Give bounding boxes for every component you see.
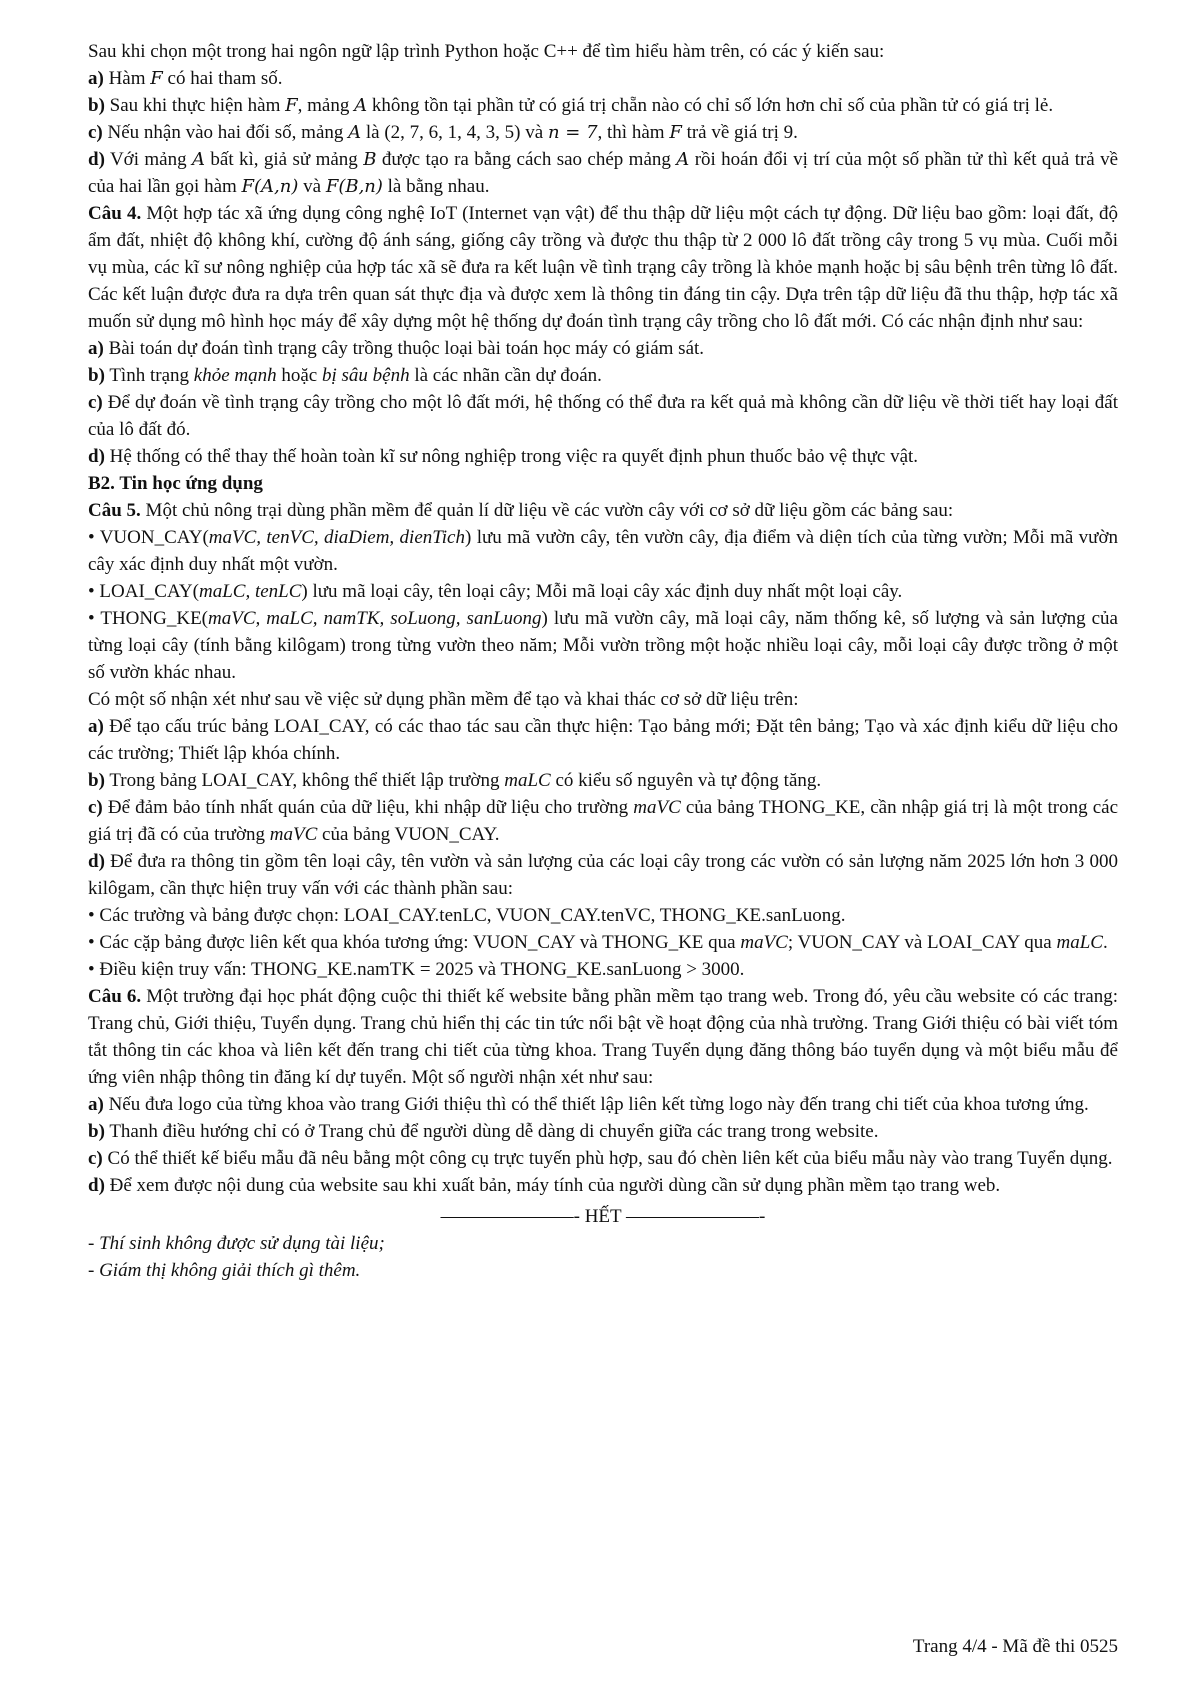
q3-option-b — [88, 92, 1118, 119]
intro-text: Sau khi chọn một trong hai ngôn ngữ lập trình Python hoặc C++ để tìm hiểu hàm trên, có các ý kiến sau: — [88, 41, 885, 62]
table-fields: maVC, tenVC, diaDiem, dienTich — [208, 527, 465, 548]
text: và — [303, 176, 322, 197]
option-label: a) — [88, 1094, 104, 1115]
question-text: Một chủ nông trại dùng phần mềm để quản lí dữ liệu về các vườn cây với cơ sở dữ liệu gồm các bảng sau: — [145, 500, 954, 521]
text: . — [1102, 932, 1108, 953]
text: Để đưa ra thông tin gồm tên loại cây, tên vườn và sản lượng của các loại cây trong các vườn có sản lượng năm 2025 lớn hơn 3 000 kilôgam, cần thực hiện truy vấn với các thành phần sau: — [88, 851, 1119, 899]
option-label: b) — [88, 95, 105, 116]
end-mark: ———————- HẾT ———————- — [440, 1206, 766, 1227]
text: Nếu nhận vào hai đối số, mảng — [107, 122, 344, 143]
question-title: Câu 5. — [88, 500, 141, 521]
table-name: LOAI_CAY( — [99, 581, 199, 602]
table-desc: ) lưu mã vườn cây, mã loại cây, năm thống kê, số lượng và sản lượng của từng loại cây (tính bằng kilôgam) trong từng vườn theo năm; Mỗi vườn trồng một hoặc nhiều loại cây, mỗi loại cây được trồng ở một số vườn khác nhau. — [88, 608, 1118, 683]
q5-d-bullet-condition — [88, 956, 1118, 983]
q6-option-c — [88, 1145, 1118, 1172]
math-var: F — [669, 122, 682, 143]
q4-option-b — [88, 362, 1118, 389]
text: Các cặp bảng được liên kết qua khóa tương ứng: VUON_CAY và THONG_KE qua — [99, 932, 736, 953]
text: có kiểu số nguyên và tự động tăng. — [555, 770, 822, 791]
text: , thì hàm — [597, 122, 665, 143]
table-desc: ) lưu mã loại cây, tên loại cây; Mỗi mã loại cây xác định duy nhất một loại cây. — [301, 581, 903, 602]
section-heading: B2. Tin học ứng dụng — [88, 473, 263, 494]
table-name: VUON_CAY( — [99, 527, 209, 548]
text: Với mảng — [109, 149, 187, 170]
text: của bảng VUON_CAY. — [322, 824, 500, 845]
text: có hai tham số. — [167, 68, 283, 89]
emphasis: maVC — [633, 797, 681, 818]
text: là các nhãn cần dự đoán. — [414, 365, 602, 386]
option-label: b) — [88, 1121, 105, 1142]
math-var: A — [192, 149, 205, 170]
text: Nếu đưa logo của từng khoa vào trang Giới thiệu thì có thể thiết lập liên kết từng logo này đến trang chi tiết của khoa tương ứng. — [108, 1094, 1089, 1115]
math-call: F(A,n) — [241, 176, 299, 197]
q4-stem — [88, 200, 1118, 335]
text: là bằng nhau. — [387, 176, 490, 197]
question-title: Câu 4. — [88, 203, 142, 224]
text: Tình trạng — [109, 365, 190, 386]
note-line: - Thí sinh không được sử dụng tài liệu; — [88, 1233, 385, 1254]
text: Để dự đoán về tình trạng cây trồng cho một lô đất mới, hệ thống có thể đưa ra kết quả mà không cần dữ liệu về thời tiết hay loại đất của lô đất đó. — [88, 392, 1119, 440]
text: , mảng — [297, 95, 350, 116]
option-label: c) — [88, 122, 103, 143]
text: trả về giá trị 9. — [686, 122, 798, 143]
table-name: THONG_KE( — [100, 608, 209, 629]
option-label: c) — [88, 797, 103, 818]
option-label: d) — [88, 1175, 105, 1196]
emphasis: maVC — [740, 932, 788, 953]
text: được tạo ra bằng cách sao chép mảng — [381, 149, 671, 170]
q4-option-a — [88, 335, 1118, 362]
q6-stem — [88, 983, 1118, 1091]
math-var: B — [363, 149, 377, 170]
emphasis: khỏe mạnh — [193, 365, 277, 386]
option-label: b) — [88, 770, 105, 791]
q5-table-loai-cay — [88, 578, 1118, 605]
text: của bảng THONG_KE, cần nhập giá trị là một trong các giá trị đã có của trường — [88, 797, 1119, 845]
text: Để xem được nội dung của website sau khi xuất bản, máy tính của người dùng cần sử dụng phần mềm tạo trang web. — [109, 1175, 1001, 1196]
text: không tồn tại phần tử có giá trị chẵn nào có chỉ số lớn hơn chỉ số của phần tử có giá trị lẻ. — [371, 95, 1054, 116]
text: Để tạo cấu trúc bảng LOAI_CAY, có các thao tác sau cần thực hiện: Tạo bảng mới; Đặt tên bảng; Tạo và xác định kiểu dữ liệu cho các trường; Thiết lập khóa chính. — [88, 716, 1118, 764]
emphasis: maVC — [269, 824, 318, 845]
math-var: F — [150, 68, 163, 89]
option-label: d) — [88, 851, 105, 872]
q5-option-b — [88, 767, 1118, 794]
bullet: • — [88, 959, 95, 980]
option-label: b) — [88, 365, 105, 386]
text: ; VUON_CAY và LOAI_CAY qua — [787, 932, 1052, 953]
bullet: • — [88, 527, 95, 548]
math-var: A — [354, 95, 368, 116]
emphasis: bị sâu bệnh — [321, 365, 410, 386]
emphasis: maLC — [504, 770, 551, 791]
option-label: a) — [88, 338, 104, 359]
question-text: Một hợp tác xã ứng dụng công nghệ IoT (Internet vạn vật) để thu thập dữ liệu một cách tự động. Dữ liệu bao gồm: loại đất, độ ẩm đất, nhiệt độ không khí, cường độ ánh sáng, giống cây trồng và được thu thập từ 2 000 lô đất trồng cây trong 5 vụ mùa. Cuối mỗi vụ mùa, các kĩ sư nông nghiệp của hợp tác xã sẽ đưa ra kết luận về tình trạng cây trồng là khỏe mạnh hoặc bị sâu bệnh trên từng lô đất. Các kết luận được đưa ra dựa trên quan sát thực địa và được xem là thông tin đáng tin cậy. Dựa trên tập dữ liệu đã thu thập, hợp tác xã muốn sử dụng mô hình học máy để xây dựng một hệ thống dự đoán tình trạng cây trồng cho lô đất mới. Có các nhận định như sau: — [88, 203, 1119, 332]
text: hoặc — [281, 365, 318, 386]
table-fields: maLC, tenLC — [198, 581, 302, 602]
q5-table-vuon-cay — [88, 524, 1118, 578]
bullet: • — [88, 932, 95, 953]
bullet: • — [88, 581, 95, 602]
question-title: Câu 6. — [88, 986, 142, 1007]
page-footer: Trang 4/4 - Mã đề thi 0525 — [912, 1636, 1118, 1657]
text: Điều kiện truy vấn: THONG_KE.namTK = 2025 và THONG_KE.sanLuong > 3000. — [99, 959, 745, 980]
table-desc: ) lưu mã vườn cây, tên vườn cây, địa điểm và diện tích của từng vườn; Mỗi mã vườn cây xác định duy nhất một vườn. — [88, 527, 1118, 575]
table-fields: maVC, maLC, namTK, soLuong, sanLuong — [208, 608, 542, 629]
text: Thanh điều hướng chỉ có ở Trang chủ để người dùng dễ dàng di chuyển giữa các trang trong website. — [109, 1121, 879, 1142]
option-label: c) — [88, 1148, 103, 1169]
q5-stem — [88, 497, 1118, 524]
emphasis: maLC — [1056, 932, 1103, 953]
option-label: a) — [88, 716, 104, 737]
q6-option-a — [88, 1091, 1118, 1118]
exam-page — [88, 38, 1118, 1284]
q5-d-bullet-joins — [88, 929, 1118, 956]
q6-option-d — [88, 1172, 1118, 1199]
bullet: • — [88, 608, 95, 629]
q5-d-bullet-fields — [88, 902, 1118, 929]
option-label: d) — [88, 446, 105, 467]
text: Hệ thống có thể thay thế hoàn toàn kĩ sư nông nghiệp trong việc ra quyết định phun thuốc bảo vệ thực vật. — [109, 446, 919, 467]
q5-lead: Có một số nhận xét như sau về việc sử dụng phần mềm để tạo và khai thác cơ sở dữ liệu trên: — [88, 689, 799, 710]
q3-option-c — [88, 119, 1118, 146]
math-eq: n = 7 — [547, 122, 598, 143]
math-var: A — [348, 122, 362, 143]
q5-option-d — [88, 848, 1118, 902]
text: Sau khi thực hiện hàm — [109, 95, 281, 116]
text: Trong bảng LOAI_CAY, không thể thiết lập trường — [109, 770, 500, 791]
note-line: - Giám thị không giải thích gì thêm. — [88, 1260, 361, 1281]
option-label: a) — [88, 68, 104, 89]
q5-option-a — [88, 713, 1118, 767]
text: bất kì, giả sử mảng — [210, 149, 358, 170]
text: Các trường và bảng được chọn: LOAI_CAY.tenLC, VUON_CAY.tenVC, THONG_KE.sanLuong. — [99, 905, 846, 926]
text: rồi hoán đổi vị trí của một số phần tử thì kết quả trả về của hai lần gọi hàm — [88, 149, 1119, 197]
math-var: F — [285, 95, 298, 116]
q4-option-d — [88, 443, 1118, 470]
bullet: • — [88, 905, 95, 926]
option-label: c) — [88, 392, 103, 413]
q6-option-b — [88, 1118, 1118, 1145]
q5-option-c — [88, 794, 1118, 848]
text: Để đảm bảo tính nhất quán của dữ liệu, khi nhập dữ liệu cho trường — [107, 797, 629, 818]
text: là (2, 7, 6, 1, 4, 3, 5) và — [365, 122, 544, 143]
math-call: F(B,n) — [325, 176, 383, 197]
question-text: Một trường đại học phát động cuộc thi thiết kế website bằng phần mềm tạo trang web. Trong đó, yêu cầu website có các trang: Trang chủ, Giới thiệu, Tuyển dụng. Trang chủ hiển thị các tin tức nổi bật về hoạt động của nhà trường. Trang Giới thiệu có bài viết tóm tắt thông tin các khoa và liên kết đến trang chi tiết của từng khoa. Trang Tuyển dụng đăng thông báo tuyển dụng và một biểu mẫu để ứng viên nhập thông tin đăng kí dự tuyển. Một số người nhận xét như sau: — [88, 986, 1118, 1088]
option-label: d) — [88, 149, 105, 170]
text: Bài toán dự đoán tình trạng cây trồng thuộc loại bài toán học máy có giám sát. — [108, 338, 705, 359]
q3-option-a — [88, 65, 1118, 92]
math-var: A — [676, 149, 690, 170]
q3-option-d — [88, 146, 1118, 200]
text: Hàm — [108, 68, 146, 89]
text: Có thể thiết kế biểu mẫu đã nêu bằng một công cụ trực tuyến phù hợp, sau đó chèn liên kết của biểu mẫu này vào trang Tuyển dụng. — [107, 1148, 1113, 1169]
q4-option-c — [88, 389, 1118, 443]
q5-table-thong-ke — [88, 605, 1118, 686]
